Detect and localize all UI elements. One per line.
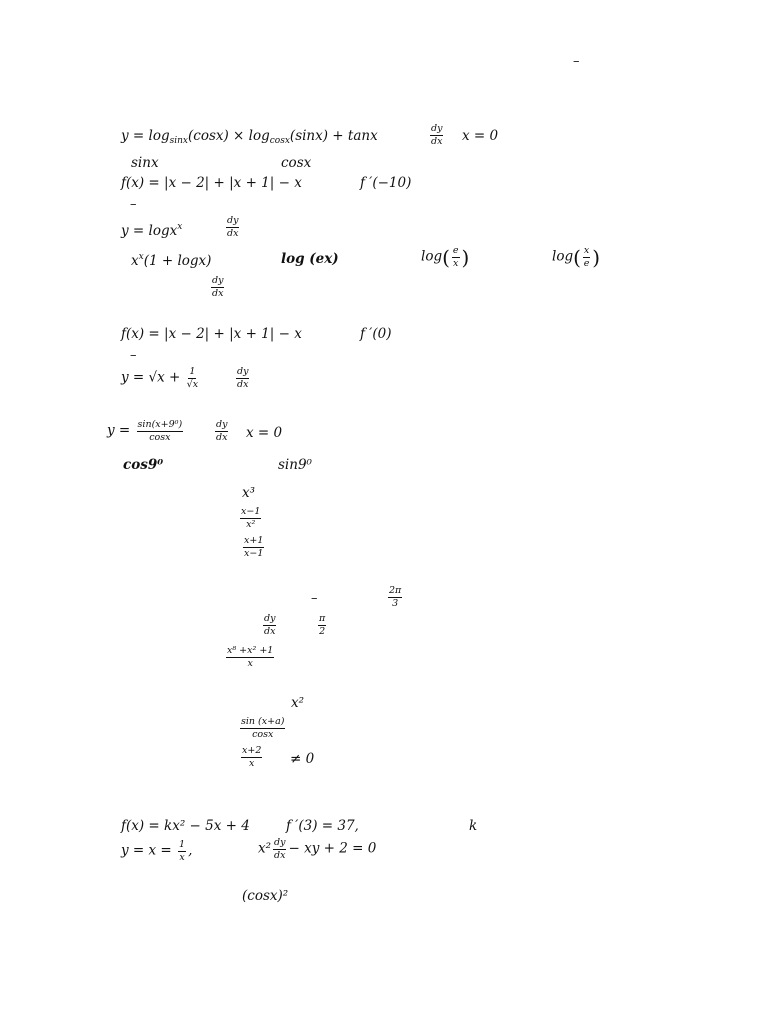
q8-dydx-den: dx bbox=[264, 625, 276, 637]
q5-dydx-den: dx bbox=[237, 378, 249, 390]
q1-log2: log bbox=[248, 128, 270, 144]
q9-f2-den: x bbox=[249, 757, 255, 769]
q1-option-a: sinx bbox=[131, 155, 159, 171]
q10-derivative: f ′(3) = 37, bbox=[286, 818, 359, 834]
q3-dydx-2 bbox=[211, 276, 224, 299]
q5-dydx bbox=[236, 367, 249, 390]
q11-frac-num: 1 bbox=[179, 839, 186, 850]
q3-sup: x bbox=[177, 222, 183, 232]
q2-dash: – bbox=[130, 197, 137, 212]
q11-rest: − xy + 2 = 0 bbox=[288, 840, 377, 857]
q1-dydx-den: dx bbox=[431, 135, 443, 147]
q6-frac-num: sin(x+9⁰) bbox=[137, 419, 183, 430]
q8-dash: – bbox=[311, 591, 318, 606]
q6-dydx bbox=[215, 420, 228, 443]
q11-option: (cosx)² bbox=[242, 888, 289, 904]
q8-f2-num: π bbox=[319, 613, 326, 624]
q5-frac-den: √x bbox=[186, 378, 199, 390]
q3-opt-d-num: x bbox=[583, 245, 590, 256]
q11-lhs: y = x = bbox=[121, 842, 177, 859]
q6-dydx-den: dx bbox=[216, 431, 228, 443]
q3-dydx2-num: dy bbox=[212, 275, 224, 286]
q1-dydx bbox=[430, 124, 443, 147]
q3-option-c: log( $\frac{e}{x}$ ) bbox=[421, 245, 470, 270]
q9-frac-2 bbox=[241, 746, 262, 769]
q11-comma: , bbox=[188, 842, 193, 859]
q8-f3-den: x bbox=[247, 657, 253, 669]
q1-equation bbox=[121, 130, 378, 146]
q6-dydx-num: dy bbox=[216, 419, 228, 430]
q3-option-a bbox=[131, 253, 211, 269]
q6-option-b: sin9⁰ bbox=[278, 457, 312, 473]
q9-f1-den: cosx bbox=[252, 728, 274, 740]
q7-frac-1 bbox=[240, 507, 261, 530]
q8-f2-den: 2 bbox=[319, 625, 326, 637]
q3-dydx-den: dx bbox=[227, 227, 239, 239]
q11-x2: x² bbox=[258, 840, 272, 857]
q9-neq: ≠ 0 bbox=[290, 751, 315, 767]
q9-x2: x² bbox=[291, 695, 305, 711]
q8-dydx-num: dy bbox=[264, 613, 276, 624]
q1-dydx-num: dy bbox=[431, 123, 443, 134]
q3-opt-c-den: x bbox=[453, 257, 459, 269]
q9-f2-num: x+2 bbox=[242, 745, 262, 756]
q5-frac-num: 1 bbox=[189, 366, 196, 377]
q6-at: x = 0 bbox=[246, 425, 283, 441]
q11-frac-den: x bbox=[179, 851, 185, 863]
q3-opt-a-sup: x bbox=[138, 252, 144, 262]
q7-f2-den: x−1 bbox=[244, 547, 264, 559]
q3-equation bbox=[121, 223, 182, 239]
q1-option-b: cosx bbox=[281, 155, 312, 171]
q1-y: y = bbox=[121, 128, 149, 144]
q5-equation bbox=[121, 367, 200, 390]
q1-arg2: (sinx) + tanx bbox=[289, 128, 378, 144]
q8-frac-1 bbox=[388, 586, 402, 609]
q3-lhs: y = logx bbox=[121, 223, 178, 239]
q7-f1-num: x−1 bbox=[241, 506, 261, 517]
q7-frac-2 bbox=[243, 536, 264, 559]
q9-frac-1 bbox=[240, 717, 285, 740]
q3-dydx bbox=[226, 216, 239, 239]
q7-x3: x³ bbox=[242, 485, 256, 501]
q6-lhs: y = bbox=[107, 422, 135, 439]
q11-de bbox=[258, 838, 376, 861]
q8-f1-den: 3 bbox=[392, 597, 399, 609]
q7-f1-den: x² bbox=[246, 518, 256, 530]
q1-at: x = 0 bbox=[462, 128, 499, 144]
q11-dydx-num: dy bbox=[274, 837, 286, 848]
q8-f1-num: 2π bbox=[389, 585, 402, 596]
q4-dash: – bbox=[130, 348, 137, 363]
q5-dydx-num: dy bbox=[237, 366, 249, 377]
q4-derivative: f ′(0) bbox=[360, 326, 392, 342]
q6-frac-den: cosx bbox=[149, 431, 171, 443]
q10-k: k bbox=[469, 818, 478, 834]
q3-dydx-num: dy bbox=[227, 215, 239, 226]
q3-opt-d-den: e bbox=[583, 257, 590, 269]
q9-f1-num: sin (x+a) bbox=[241, 716, 285, 727]
q5-lhs: y = √x + bbox=[121, 369, 185, 386]
q1-log1: log bbox=[148, 128, 170, 144]
q2-function: f(x) = |x − 2| + |x + 1| − x bbox=[121, 175, 302, 191]
q1-sub1: sinx bbox=[169, 136, 188, 146]
q1-arg1: (cosx) × bbox=[188, 128, 249, 144]
q7-f2-num: x+1 bbox=[244, 535, 264, 546]
q8-frac-2 bbox=[318, 614, 326, 637]
q8-f3-num: x⁸ +x² +1 bbox=[227, 645, 274, 656]
q11-equation bbox=[121, 840, 192, 863]
q3-opt-d-log: log bbox=[552, 248, 574, 265]
q3-opt-c-num: e bbox=[452, 245, 459, 256]
q8-frac-3 bbox=[226, 646, 274, 669]
q10-function: f(x) = kx² − 5x + 4 bbox=[121, 818, 250, 834]
q3-opt-a-rest: (1 + logx) bbox=[143, 253, 212, 269]
q3-option-d: log( $\frac{x}{e}$ ) bbox=[552, 245, 601, 270]
top-dash: – bbox=[573, 54, 580, 69]
q8-dydx bbox=[263, 614, 276, 637]
q1-sub2: cosx bbox=[269, 136, 290, 146]
q6-option-a: cos9⁰ bbox=[123, 457, 164, 473]
q3-option-b: log (ex) bbox=[281, 251, 339, 267]
q3-dydx2-den: dx bbox=[212, 287, 224, 299]
q11-dydx-den: dx bbox=[274, 849, 286, 861]
q4-function: f(x) = |x − 2| + |x + 1| − x bbox=[121, 326, 302, 342]
q3-opt-a-base: x bbox=[131, 253, 139, 269]
q6-equation bbox=[107, 420, 185, 443]
q3-opt-c-log: log bbox=[421, 248, 443, 265]
q2-derivative: f ′(−10) bbox=[360, 175, 412, 191]
